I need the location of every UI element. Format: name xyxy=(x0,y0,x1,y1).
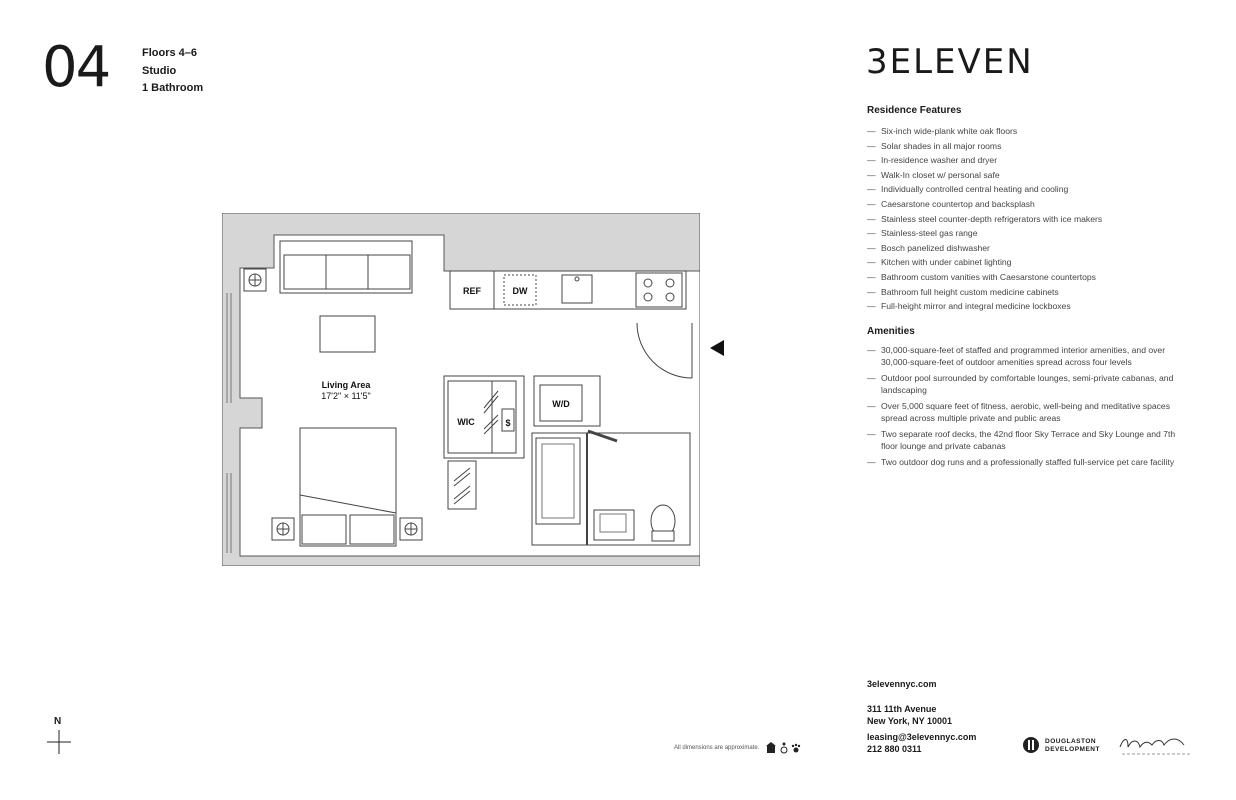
list-dash: — xyxy=(867,140,876,151)
plan-living-dims: 17'2" × 11'5" xyxy=(321,391,371,401)
list-item-text: Caesarstone countertop and backsplash xyxy=(881,198,1035,209)
list-item xyxy=(867,226,1102,241)
developer-line1: DOUGLASTON xyxy=(1045,738,1097,745)
list-item-text: Bathroom custom vanities with Caesarstone countertops xyxy=(881,271,1096,282)
features-title: Residence Features xyxy=(867,105,962,116)
list-dash: — xyxy=(867,198,876,209)
plan-coffee-table xyxy=(320,316,375,352)
disclaimer: All dimensions are approximate. xyxy=(674,745,760,751)
list-item-text: Two outdoor dog runs and a professionally staffed full-service pet care facility xyxy=(881,457,1175,467)
list-dash: — xyxy=(867,429,876,439)
list-item-text: In-residence washer and dryer xyxy=(881,155,998,166)
amenities-section xyxy=(867,326,1181,474)
list-item-text: Full-height mirror and integral medicine lockboxes xyxy=(881,301,1071,312)
amenities-title: Amenities xyxy=(867,326,915,337)
douglaston-logo-icon xyxy=(1022,736,1040,754)
list-item-text: Outdoor pool surrounded by comfortable lounges, semi-private cabanas, and landscaping xyxy=(881,373,1174,395)
list-item xyxy=(867,241,1102,256)
plan-linen-closet xyxy=(448,461,476,509)
plan-tub-inner xyxy=(542,444,574,518)
plan-wd-label: W/D xyxy=(552,399,570,409)
address-line2: New York, NY 10001 xyxy=(867,716,953,726)
list-dash: — xyxy=(867,401,876,411)
unit-number: 04 xyxy=(42,35,110,100)
list-item xyxy=(867,153,1102,168)
plan-sofa xyxy=(280,241,412,293)
list-item xyxy=(867,285,1102,300)
list-item xyxy=(867,401,1181,424)
plan-bath-wall xyxy=(586,433,588,545)
phone[interactable]: 212 880 0311 xyxy=(867,744,922,754)
list-dash: — xyxy=(867,213,876,224)
list-item-text: Walk-In closet w/ personal safe xyxy=(881,169,1000,180)
list-dash: — xyxy=(867,345,876,355)
list-dash: — xyxy=(867,228,876,239)
plan-toilet-tank xyxy=(652,531,674,541)
list-item xyxy=(867,373,1181,396)
list-item xyxy=(867,270,1102,285)
douglaston-logo xyxy=(1045,738,1100,754)
email[interactable]: leasing@3elevennyc.com xyxy=(867,732,977,742)
plan-bed xyxy=(300,428,396,546)
list-item xyxy=(867,168,1102,183)
list-item xyxy=(867,457,1181,469)
developer-line2: DEVELOPMENT xyxy=(1045,746,1100,753)
plan-living-label: Living Area xyxy=(321,380,371,390)
list-item-text: 30,000-square-feet of staffed and programmed interior amenities, and over 30,000-square-feet of outdoor amenities spread across four levels xyxy=(881,345,1166,367)
brand-logo: 3ELEVEN xyxy=(866,42,1034,82)
list-dash: — xyxy=(867,373,876,383)
list-item-text: Kitchen with under cabinet lighting xyxy=(881,257,1012,268)
list-item xyxy=(867,212,1102,227)
list-item-text: Solar shades in all major rooms xyxy=(881,140,1002,151)
floor-plan xyxy=(222,213,700,566)
entry-arrow-icon xyxy=(710,340,724,356)
list-item-text: Bathroom full height custom medicine cabinets xyxy=(881,286,1059,297)
list-item-text: Stainless-steel gas range xyxy=(881,228,978,239)
equal-housing-icon xyxy=(766,742,776,753)
contact xyxy=(867,731,976,755)
list-item-text: Individually controlled central heating and cooling xyxy=(881,184,1069,195)
compass-icon xyxy=(47,730,71,754)
plan-sink xyxy=(600,514,626,532)
list-item-text: Six-inch wide-plank white oak floors xyxy=(881,126,1018,136)
list-dash: — xyxy=(867,301,876,312)
amenities-list xyxy=(867,345,1181,469)
nancy-packes-logo xyxy=(1118,733,1194,757)
unit-floors: Floors 4–6 xyxy=(142,47,198,59)
list-dash: — xyxy=(867,169,876,180)
list-dash: — xyxy=(867,271,876,282)
list-item xyxy=(867,429,1181,452)
unit-bathrooms: 1 Bathroom xyxy=(142,82,204,94)
plan-ref-label: REF xyxy=(463,286,481,296)
list-dash: — xyxy=(867,126,876,136)
unit-type: Studio xyxy=(142,64,177,77)
website[interactable]: 3elevennyc.com xyxy=(867,679,937,689)
pet-paw-icon xyxy=(792,744,800,753)
list-item-text: Two separate roof decks, the 42nd floor Sky Terrace and Sky Lounge and 7th floor lounge and private cabanas xyxy=(881,429,1176,451)
list-item-text: Over 5,000 square feet of fitness, aerobic, well-being and meditative spaces spread across multiple private and public areas xyxy=(881,401,1171,423)
wheelchair-icon xyxy=(781,743,787,754)
list-dash: — xyxy=(867,242,876,253)
plan-safe-label: $ xyxy=(505,418,511,428)
list-item xyxy=(867,255,1102,270)
list-item xyxy=(867,124,1102,139)
compass-label: N xyxy=(54,716,62,727)
plan-dw-label: DW xyxy=(512,286,528,296)
list-item xyxy=(867,197,1102,212)
list-dash: — xyxy=(867,184,876,195)
features-section xyxy=(867,105,1102,314)
list-dash: — xyxy=(867,457,876,467)
plan-kitchen xyxy=(450,271,686,309)
list-item xyxy=(867,139,1102,154)
list-item xyxy=(867,182,1102,197)
list-item xyxy=(867,345,1181,368)
list-item-text: Stainless steel counter-depth refrigerators with ice makers xyxy=(881,213,1103,224)
address xyxy=(867,703,952,727)
list-dash: — xyxy=(867,257,876,268)
unit-info xyxy=(142,45,203,98)
accessibility-icons xyxy=(766,742,804,754)
features-list xyxy=(867,124,1102,314)
list-dash: — xyxy=(867,155,876,166)
list-dash: — xyxy=(867,286,876,297)
address-line1: 311 11th Avenue xyxy=(867,704,937,714)
plan-wic-label: WIC xyxy=(457,417,475,427)
list-item-text: Bosch panelized dishwasher xyxy=(881,242,990,253)
list-item xyxy=(867,299,1102,314)
